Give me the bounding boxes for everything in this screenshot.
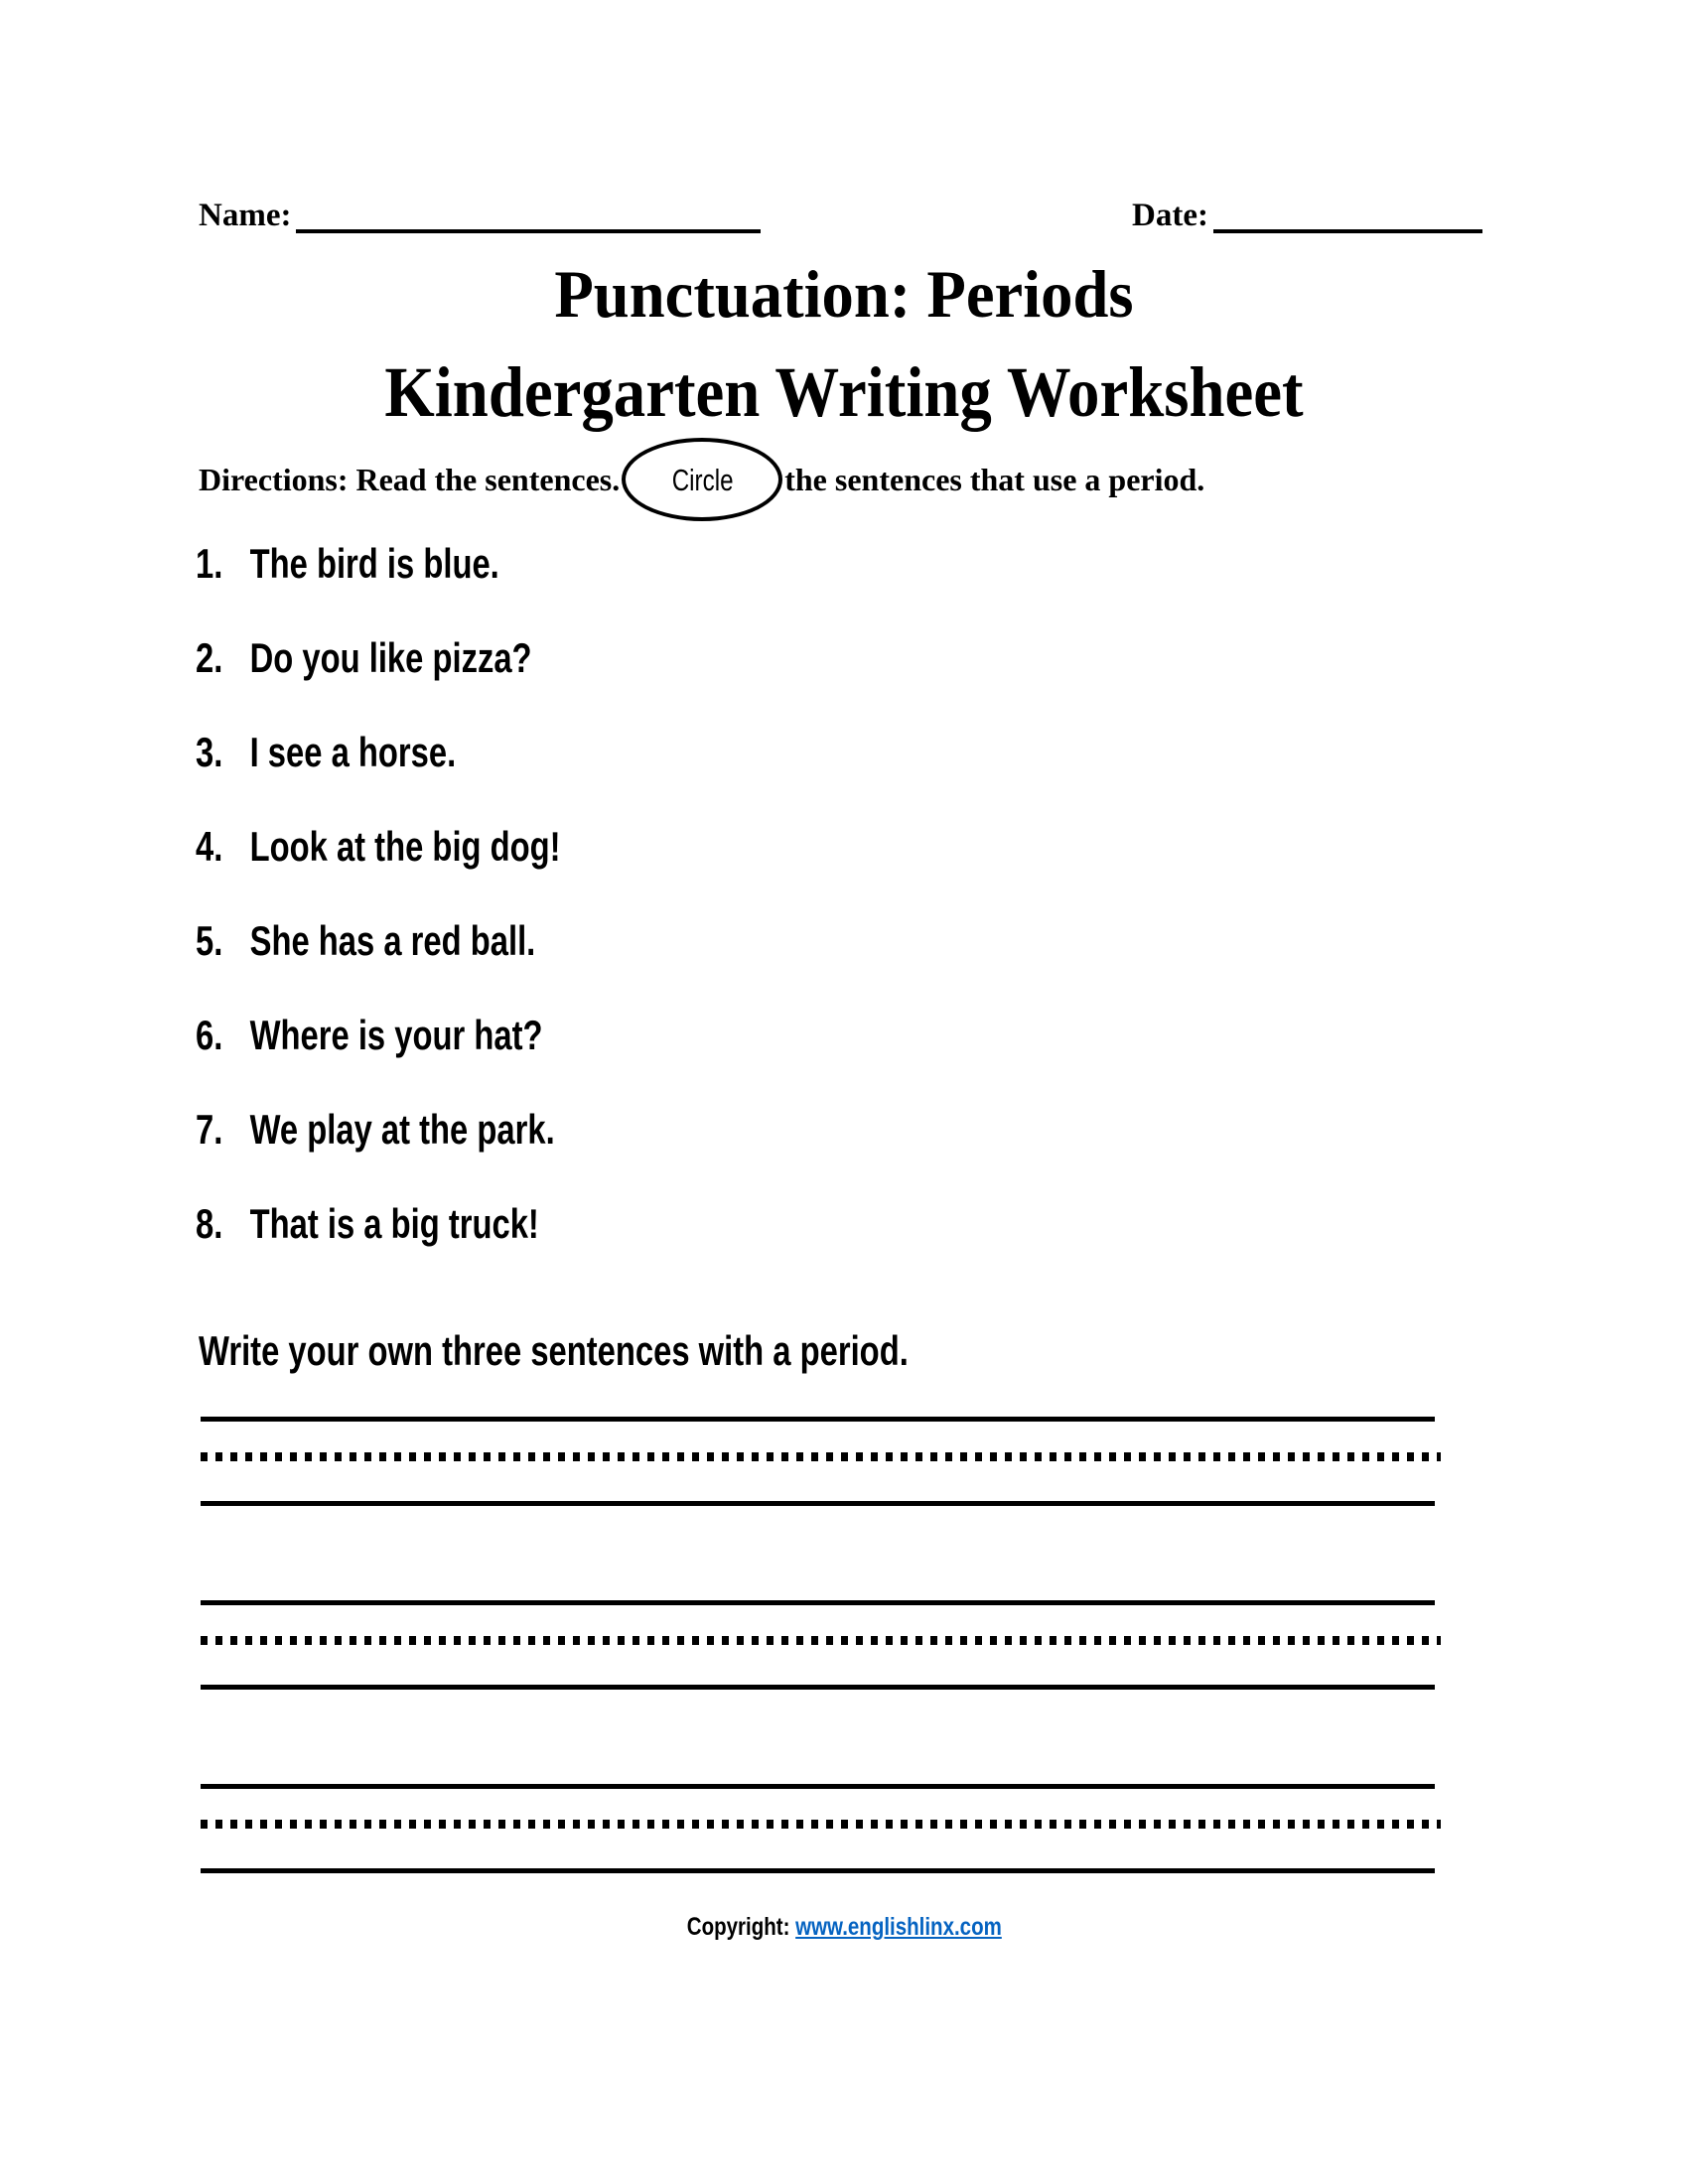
writing-lines-group — [201, 1600, 1435, 1690]
writing-line-solid — [201, 1868, 1435, 1873]
sentence-text: That is a big truck! — [249, 1200, 539, 1247]
writing-lines-group — [201, 1417, 1435, 1506]
name-blank-line — [296, 227, 761, 233]
sentence-item — [196, 1107, 1202, 1153]
sentence-number: 7. — [196, 1106, 223, 1153]
writing-line-solid — [201, 1417, 1435, 1422]
footer-inner — [686, 1912, 1001, 1942]
sentence-number: 8. — [196, 1200, 223, 1247]
title-row — [0, 257, 1688, 331]
date-field-group — [1132, 197, 1482, 234]
header-row — [199, 197, 1482, 234]
writing-lines-group — [201, 1784, 1435, 1873]
circle-oval — [622, 438, 782, 521]
directions-suffix: the sentences that use a period. — [784, 462, 1205, 497]
sentence-item — [196, 1201, 1202, 1247]
writing-line-dotted — [201, 1636, 1441, 1645]
sentence-item — [196, 635, 1202, 681]
sentence-item — [196, 918, 1202, 964]
writing-line-dotted — [201, 1820, 1441, 1829]
writing-line-solid — [201, 1784, 1435, 1789]
sentence-item — [196, 541, 1202, 587]
sentence-text: She has a red ball. — [249, 917, 536, 964]
sentence-text: I see a horse. — [249, 729, 457, 775]
writing-line-dotted — [201, 1452, 1441, 1461]
writing-line-solid — [201, 1600, 1435, 1605]
copyright-label: Copyright: — [686, 1913, 790, 1941]
sentence-list — [196, 541, 1486, 1296]
sentence-number: 2. — [196, 634, 223, 681]
directions-prefix: Directions: Read the sentences. — [199, 462, 621, 497]
writing-line-solid — [201, 1501, 1435, 1506]
name-field-group — [199, 197, 761, 234]
sentence-number: 6. — [196, 1012, 223, 1058]
sentence-item — [196, 730, 1202, 775]
sentence-item — [196, 1013, 1202, 1058]
directions-line — [199, 438, 1589, 521]
subtitle-row — [0, 353, 1688, 431]
page-title: Punctuation: Periods — [554, 256, 1134, 332]
footer — [0, 1912, 1688, 1942]
write-own-heading: Write your own three sentences with a period. — [199, 1327, 909, 1374]
sentence-number: 4. — [196, 823, 223, 870]
sentence-number: 1. — [196, 540, 223, 587]
sentence-text: We play at the park. — [249, 1106, 555, 1153]
sentence-text: The bird is blue. — [249, 540, 499, 587]
sentence-text: Look at the big dog! — [249, 823, 561, 870]
sentence-text: Do you like pizza? — [249, 634, 532, 681]
sentence-text: Where is your hat? — [249, 1012, 543, 1058]
circle-label: Circle — [671, 462, 734, 497]
sentence-number: 5. — [196, 917, 223, 964]
page-subtitle: Kindergarten Writing Worksheet — [384, 352, 1304, 432]
copyright-link[interactable]: www.englishlinx.com — [794, 1913, 1002, 1941]
sentence-number: 3. — [196, 729, 223, 775]
writing-line-solid — [201, 1685, 1435, 1690]
date-label: Date: — [1132, 198, 1208, 233]
sentence-item — [196, 824, 1202, 870]
date-blank-line — [1213, 227, 1482, 233]
name-label: Name: — [199, 198, 292, 233]
